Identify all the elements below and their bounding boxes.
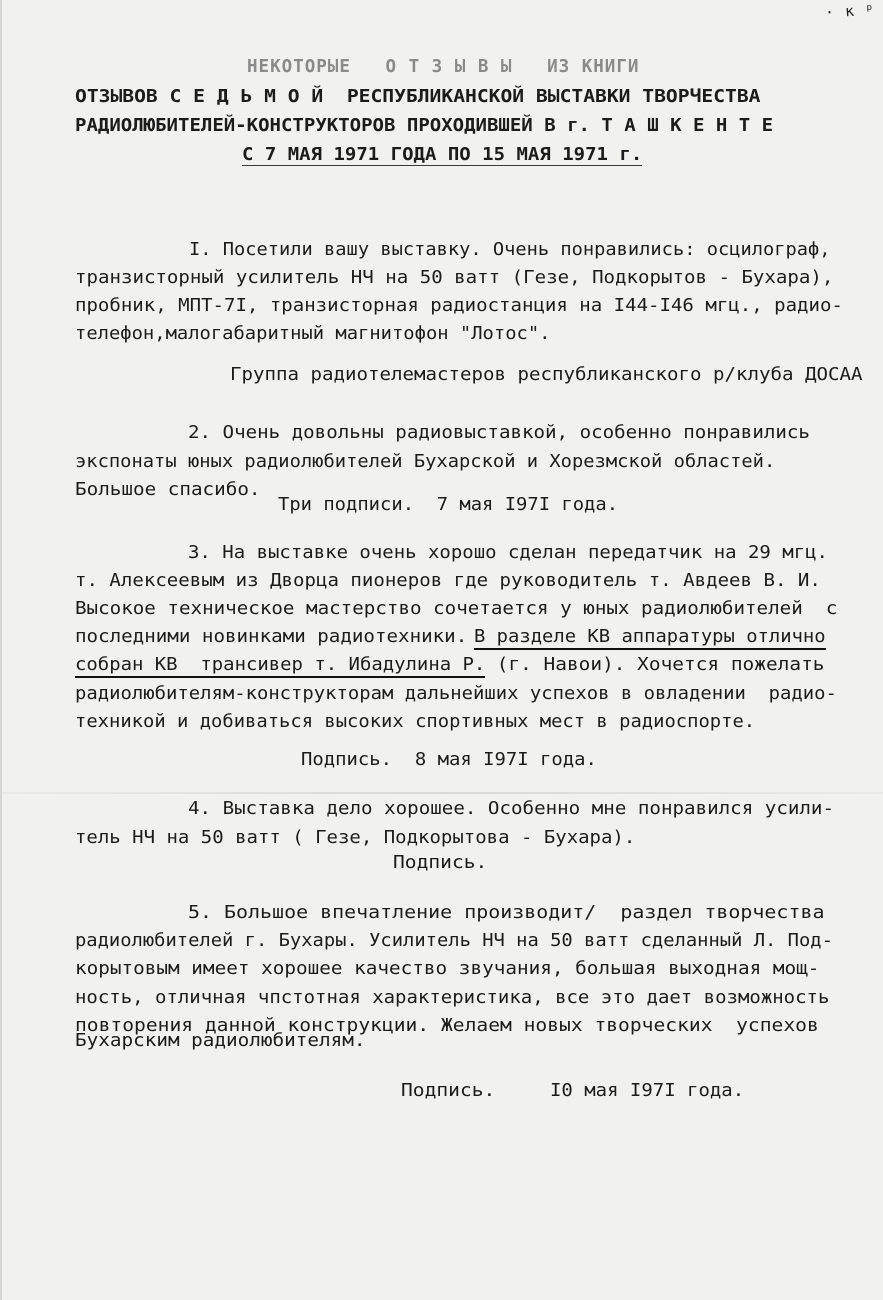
review-2-line-1: 2. Очень довольны радиовыставкой, особенно понравились: [188, 423, 810, 443]
review-5-line-5: повторения данной конструкции. Желаем новых творческих успехов: [75, 1016, 819, 1036]
review-5-line-1: 5. Большое впечатление производит/ раздел творчества: [188, 903, 825, 923]
review-4-line-2: тель НЧ на 50 ватт ( Гезе, Подкорытова - Бухара).: [75, 828, 636, 848]
review-3-line-7: техникой и добиваться высоких спортивных мест в радиоспорте.: [75, 712, 756, 732]
review-3-line-1: 3. На выставке очень хорошо сделан передатчик на 29 мгц.: [188, 543, 828, 563]
title-line-1: НЕКОТОРЫЕ О Т З Ы В Ы ИЗ КНИГИ: [247, 56, 640, 77]
title-line-2: ОТЗЫВОВ С Е Д Ь М О Й РЕСПУБЛИКАНСКОЙ ВЫСТАВКИ ТВОРЧЕСТВА: [75, 86, 761, 107]
review-3-line-5b: (г. Навои). Хочется пожелать: [485, 655, 825, 675]
review-2-line-2: экспонаты юных радиолюбителей Бухарской и Хорезмской областей.: [75, 452, 776, 472]
review-1-line-1: I. Посетили вашу выставку. Очень понравились: осцилограф,: [189, 240, 831, 260]
review-5-line-4: ность, отличная чпстотная характеристика, все это дает возможность: [75, 988, 830, 1008]
review-2-signature: Три подписи. 7 мая I97I года.: [278, 495, 619, 515]
review-1-line-2: транзисторный усилитель НЧ на 50 ватт (Гезе, Подкорытов - Бухара),: [75, 268, 834, 288]
review-4-line-1: 4. Выставка дело хорошее. Особенно мне понравился усили-: [188, 799, 835, 819]
review-4-signature: Подпись.: [393, 853, 488, 873]
review-3-line-2: т. Алексеевым из Дворца пионеров где руководитель т. Авдеев В. И.: [75, 571, 821, 591]
review-3-line-4b-underlined: В разделе КВ аппаратуры отлично: [474, 629, 826, 650]
review-3-signature: Подпись. 8 мая I97I года.: [301, 750, 597, 770]
review-1-line-3: пробник, МПТ-7I, транзисторная радиостанция на I44-I46 мгц., радио-: [75, 296, 843, 316]
title-line-4-dates: С 7 МАЯ 1971 ГОДА ПО 15 МАЯ 1971 г.: [242, 144, 643, 165]
review-5-line-6: Бухарским радиолюбителям.: [75, 1031, 366, 1051]
paper-fold-shadow: [2, 792, 883, 794]
corner-handwritten-mark: · к ᵖ: [824, 0, 876, 22]
review-5-signature-label: Подпись.: [401, 1081, 496, 1101]
review-5-line-2: радиолюбителей г. Бухары. Усилитель НЧ на 50 ватт сделанный Л. Под-: [75, 931, 833, 951]
review-1-line-4: телефон,малогабаритный магнитофон "Лотос".: [75, 324, 551, 344]
review-2-line-3: Большое спасибо.: [75, 480, 261, 500]
title-line-3: РАДИОЛЮБИТЕЛЕЙ-КОНСТРУКТОРОВ ПРОХОДИВШЕЙ В г. Т А Ш К Е Н Т Е: [75, 115, 774, 136]
review-1-signature: Группа радиотелемастеров республиканского р/клуба ДОСАА: [230, 365, 863, 385]
review-3-line-3: Высокое техническое мастерство сочетается у юных радиолюбителей с: [75, 599, 838, 619]
review-3-line-5a-underlined: собран КВ трансивер т. Ибадулина Р.: [75, 657, 485, 678]
review-5-signature-date: I0 мая I97I года.: [550, 1081, 745, 1101]
review-3-line-4a: последними новинками радиотехники.: [75, 627, 468, 647]
review-5-line-3: корытовым имеет хорошее качество звучания, большая выходная мощ-: [75, 959, 820, 979]
review-3-line-6: радиолюбителям-конструкторам дальнейших успехов в овладении радио-: [75, 684, 837, 704]
